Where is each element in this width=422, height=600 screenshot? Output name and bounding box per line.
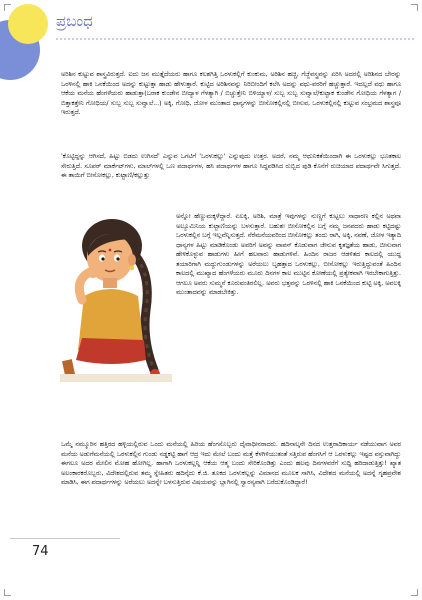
crop-mark-bottom-left (4, 589, 11, 596)
paragraph-1: ಅರಿಶಿನ ಕುಟ್ಟುವ ಶಾಸ್ತ್ರವಿರುತ್ತದೆ. ಐದು ಜನ ಮುತ್ತೈದೆಯರು ಹಾಗೂ ಕಲಶಗಿತ್ತಿ ಒರಳುಕಲ್ಲಿಗೆ ಕುಂಕುಮ, ಅರಿಶಿನ ಹಚ್ಚಿ, ಗೆಜ್ಜೆವಸ್ತ್ರವನ್ನು ಏರಿಸಿ ಅದರಲ್ಲಿ ಅರಿಶಿನದ ಬೇರನ್ನು ಒರಳಿನಲ್ಲಿ ಹಾಕಿ ಒನಕೆಯಿಂದ ಅದನ್ನು ಕುಟ್ಟುತ್ತಾ ಹಾಡು ಹೇಳುತ್ತಾರೆ. ಕುಟ್ಟಿದ ಅರಿಶಿನವನ್ನು ನಿರಿಬೀಂದಿಗೆ ಕಲೆಸಿ ಅದನ್ನು ವಧು-ವರರಿಗೆ ಹಚ್ಚುತ್ತಾರೆ. ಇದಲ್ಲದೆ ವಧು ಹಾಗೂ ಆಕೆಯ ಮನೆಯ ಹೆಂಗಳೆಯರು ಹಾಡುತ್ತಾ(ಬರಾಕ ಕುಂಡೇನ ಬೀದ್ಯಾಳ ಗೆಳತ್ಯಾಗಿ / ಬಿಚ್ಚುತ್ತೇನಿ ಬಿಳಿಯ್ಯಾಳ/ ಸುಬ್ಬ ಸುಬ್ಬ ಸುವ್ವಾಲೆ/ಕುಟ್ಟಾಕ ಕುಂಡೇನ ಗೋಧಿಯ ಗೆಳತ್ಯಾಗ / ಬಿತ್ತಾಕತ್ತೇನಿ ಗೋಧಿಯ/ ಸುಬ್ಬ ಸುಬ್ಬ ಸುವ್ವಾಲೆ...) ಅಕ್ಕಿ, ಗೋಧಿ, ಜೋಳ ಮುಂತಾದ ಧಾನ್ಯಗಳನ್ನು ಬೀಸೋಕಲ್ಲಿನಲ್ಲಿ ಬೀಸುವ, ಒರಳುಕಲ್ಲಿನಲ್ಲಿ ಕುಟ್ಟುವ ಸಂಭ್ರಮದ ಶಾಸ್ತ್ರವೂ ಇರುತ್ತದೆ. (61, 70, 401, 117)
section-title: ಪ್ರಬಂಧ (56, 12, 93, 30)
crop-mark-top-left (4, 4, 11, 11)
girl-illustration (60, 210, 172, 382)
crop-mark-bottom-right (411, 589, 418, 596)
paragraph-2: 'ಕೊಟ್ಟಿದ್ದನ್ನು ಆಗಿಸದೆ, ಹಿಟ್ಟು ಬಿಡದು ಉಗಿಸದೆ' ಎನ್ನುವ ಒಗಟಿಗೆ 'ಒರಳುಕಲ್ಲು' ಎನ್ನುವುದು ಉತ್ತರ. ಅದರೆ, ನಮ್ಮ ಆಧುನಿಕತೆಯಿಂದಾಗಿ ಈ ಒರಳುಕಲ್ಲು ಭೂತಕಾಲ ಸೇರುತ್ತಿದೆ. ಸೂಪರ್ ಮಾರ್ಕೆಟ್‌ಗಳು, ಮಾಲ್‌ಗಳಲ್ಲಿ ಒಣ ಪದಾರ್ಥಗಳ, ಹಸಿ ಪದಾರ್ಥಗಳ ಹಾಗೂ ಸಿದ್ಧಪಡಿಸಿದ ರುಬ್ಬಿದ ಪುಡಿ ಕೊನೆಗೆ ರುಚಿಯಾದ ಪದಾರ್ಥವೇ ಸಿಗುತ್ತದೆ. ಈ ತಾಯಿಗೆ ಬೀಸೋಕಲ್ಲು, ಕುಟ್ಟಾಣಿ/ಕಲ್ಲುತ್ತು (61, 152, 401, 180)
paragraph-3: ಅನ್ನೋ ಹೆಣ್ಣುಮಕ್ಕಳೆದ್ದಾರೆ. ಏಲಕ್ಕಿ, ಅರಿಶಿ, ಮಾತ್ರೆ ಇವುಗಳನ್ನು ನುಣ್ಣಗೆ ಕುಟ್ಟಲು ಸಾಧಾರಣ ಕಲ್ಲಿನ ಅಥವಾ ಅಲ್ಯೂಮಿನಿಯ ಕುಟ್ಟಾಣಿಯನ್ನು ಬಳಸುತ್ತಾರೆ. ಬಹುಶಃ ಬೀಸೋಕಲ್ಲಿನ ಬಗ್ಗೆ ನಮ್ಮ ಜನಪದರು ಹಾಡು ಕಟ್ಟಿದಷ್ಟು ಒರಳುಕಲ್ಲಿನ ಬಗ್ಗೆ ಇಲ್ಲವೆನ್ನಿಸುತ್ತದೆ. ನೆರೆಮನೆಯವರಿಂದ ಬೀಸೋಕಲ್ಲು ತಂದು ರಾಗಿ, ಅಕ್ಕಿ, ನವಣೆ, ಜೋಳ ಇತ್ಯಾದಿ ಧಾನ್ಯಗಳ ಹಿಟ್ಟು ಮಾಡಿಕೊಂಡು ಅವರಿಗೆ ಅವನ್ನು ವಾಪಸ್ ಕೊಡುವಾಗ ಜೇನುವ ಕೃತಜ್ಞತೆಯ ಹಾಡು, ಬೀಸುವಾಗ ಹೇಳಿಕೊಳ್ಳುವ ಹಾಡುಗಳು ಹೀಗೆ ಹಲವಾರು ಹಾಡುಗಳಿವೆ. ಹಿಂದಿನ ರಾಜರ ಆಡಳಿತದ ಕಾಲದಲ್ಲಿ ಯುದ್ಧ ತಯಾರಿಗಾಗಿ ಮದ್ದುಗುಂಡುಗಳನ್ನು ಅರೆಯಲು ಬೃಹತ್ತಾದ ಒರಳುಕಲ್ಲು, ಬೀಸೋಕಲ್ಲು ಇರುತ್ತಿದ್ದುವಂತೆ ಹಿಂದಿನ ಕಾಲದಲ್ಲಿ ಮುಖ್ಯಾದ ಹೆಂಗಳೆಯರು ಮೂರು ದಿನಗಳ ಕಾಲ ಮುಟ್ಟಿನ ಕೋಣೆಯಲ್ಲಿ ಪ್ರತ್ಯೇಕವಾಗಿ ಇರಬೇಕಾಗುತ್ತಿತ್ತು. ಆಗಲೂ ಅವರು ಸುಮ್ಮನೆ ಕೂರುವಂತಿರಲಿಲ್ಲ. ಅವರು ಭತ್ತವನ್ನು ಒರಳಿನಲ್ಲಿ ಹಾಕಿ ಒನಕೆಯಿಂದ ಕುಟ್ಟಿ ಅಕ್ಕಿ, ಅವಲಕ್ಕಿ ಮುಂತಾದವನ್ನು ಮಾಡಬೇಕಿತ್ತು. (176, 212, 401, 297)
crop-mark-top-right (411, 4, 418, 11)
paragraph-4: ಒಮ್ಮೆ ನಮ್ಮೂರಿನ ಹತ್ತಿರದ ಹಳ್ಳಿಯಲ್ಲಿರುವ ಒಂದು ಮನೆಯಲ್ಲಿ ಹಿರಿಯ ಹೆಂಗಸೊಬ್ಬರು ದೈವಾಧೀನರಾದರು. ಹದಿನಾಲ್ಕನೇ ದಿನದ ಉತ್ತರಾದಿಕಾರ್ಯ ನಡೆಯುವಾಗ ಅವರ ಮನೆಯ ಅಡುಗೆಮನೆಯಲ್ಲಿ ಒರಳುಕಲ್ಲಿನ ಗುಂಡು ನಡ್ಡಕಟ್ಟಿ ಹಾಗೆ ಆದ್ರ ಇದು ಮೇಲೆ ಬಂದು ಮತ್ತೆ ಕೆಳಗಿಳಿಯುತಂತೆ ಸತ್ತಿರುವ ಹೆಂಗಸಿಗೆ ಆ ಒರಳುಕಲ್ಲು ಇಷ್ಟದ ವಸ್ತುವಾಗಿದ್ದು ಈಗಲೂ ಅದರ ಮೇಲಿನ ಮೋಹ ಹೋಗಿಲ್ಲ. ಹಾಗಾಗಿ ಒರಳುಕಲ್ಲನ್ನಿ ಆಕೆಯ ಆತ್ಮ ಬಂದು ಸೇರಿಕೊಂಡಿತ್ತು ಎಂದು ಹಲವು ದಿನಗಳವರೆಗೆ ಸುದ್ದಿ ಹರಿದಾಡುತ್ತಿತ್ತು! ಖ್ಯಾತ ಅಲಂಕಾರಕರೊಬ್ಬರು, ವಿದೇಶದಲ್ಲಿರುವ ತಮ್ಮ ಸ್ನೇಹಿತರು ಹದಿನೈದು ಕೆ.ಜಿ. ತೂಕದ ಒರಳುಕಲ್ಲನ್ನು ವಿಮಾನದ ಮೂಲಕ ಸಾಗಿಸಿ, ವಿದೇಶದ ಮನೆಯಲ್ಲಿ ಅದನ್ನೆ ಗೃಹಪ್ರವೇಶ ಮಾಡಿಸಿ, ಈಗ ಪದಾರ್ಥಗಳನ್ನು ಅರೆಯಲು ಅದನ್ನೇ ಬಳಸುತ್ತಿರುವ ವಿಷಯವನ್ನು ಬ್ಲಾಗಿನಲ್ಲಿ ಸ್ವಾರಸ್ಯವಾಗಿ ಬರೆದುಕೊಂಡಿದ್ದಾರೆ! (61, 440, 401, 487)
header-yellow-circle (8, 4, 48, 44)
footer-divider (10, 538, 120, 539)
page-number: 74 (32, 544, 49, 559)
header-divider (56, 38, 414, 40)
